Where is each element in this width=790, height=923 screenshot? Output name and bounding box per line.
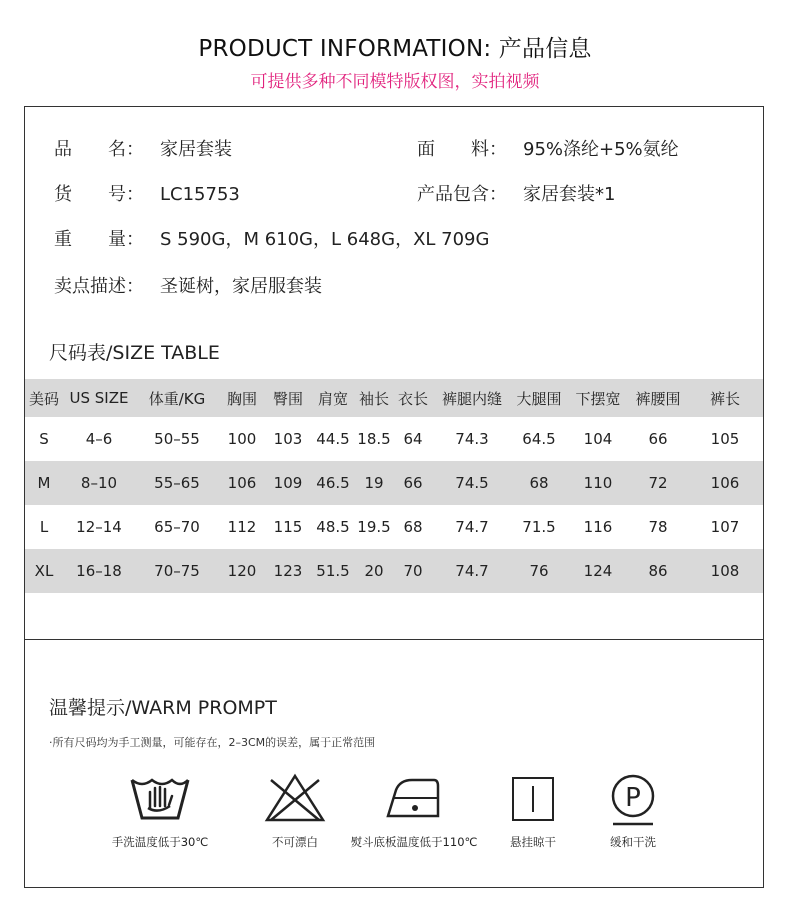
table-cell: 65–70: [154, 518, 200, 536]
table-row: [25, 461, 763, 505]
care-label: 缓和干洗: [610, 835, 656, 849]
table-cell: 104: [583, 430, 613, 448]
table-cell: 68: [511, 461, 567, 505]
care-label: 悬挂晾干: [510, 835, 556, 849]
sku-label: 货 号：: [54, 184, 144, 205]
table-cell: 66: [648, 430, 668, 448]
table-cell: 78: [648, 518, 668, 536]
care-item-no-bleach: [230, 772, 360, 850]
table-cell: L: [39, 518, 49, 536]
table-cell: 71.5: [522, 518, 556, 536]
table-cell: 123: [265, 549, 311, 593]
table-cell: 55–65: [135, 461, 219, 505]
name-label: 品 名：: [54, 139, 144, 160]
table-cell: 107: [710, 518, 740, 536]
table-cell: 46.5: [311, 461, 355, 505]
table-cell: 74.3: [455, 430, 489, 448]
info-row-fabric: [417, 138, 757, 162]
table-cell: 108: [687, 549, 763, 593]
sku-value: LC15753: [160, 184, 240, 205]
table-cell: 74.5: [433, 461, 511, 505]
care-label: 不可漂白: [272, 835, 318, 849]
table-cell: 116: [583, 518, 613, 536]
table-cell: 106: [219, 461, 265, 505]
col-header: 肩宽: [311, 379, 355, 417]
info-row-selling: [54, 275, 734, 299]
table-cell: 48.5: [316, 518, 350, 536]
care-label: 手洗温度低于30℃: [111, 835, 209, 849]
page-title: PRODUCT INFORMATION: 产品信息: [198, 36, 592, 62]
table-cell: 112: [227, 518, 257, 536]
table-cell: S: [39, 430, 49, 448]
table-cell: 120: [219, 549, 265, 593]
table-cell: 72: [629, 461, 687, 505]
table-cell: XL: [25, 549, 63, 593]
includes-label: 产品包含：: [417, 184, 507, 205]
col-header: 下摆宽: [567, 379, 629, 417]
care-item-iron: [349, 772, 479, 850]
table-cell: M: [25, 461, 63, 505]
selling-value: 圣诞树，家居服套装: [160, 276, 322, 297]
table-cell: 64: [403, 430, 423, 448]
col-header: 裤腰围: [629, 379, 687, 417]
table-cell: 109: [265, 461, 311, 505]
table-cell: 19: [355, 461, 393, 505]
size-table-header-row: [25, 379, 763, 417]
col-header: 裤长: [687, 379, 763, 417]
table-cell: 66: [393, 461, 433, 505]
table-cell: 51.5: [311, 549, 355, 593]
weight-value: S 590G，M 610G，L 648G，XL 709G: [160, 229, 490, 250]
col-header: 胸围: [219, 379, 265, 417]
table-cell: 124: [567, 549, 629, 593]
table-cell: 16–18: [63, 549, 135, 593]
table-cell: 105: [710, 430, 740, 448]
col-header: 袖长: [355, 379, 393, 417]
dry-clean-p-icon: [601, 772, 665, 828]
table-cell: 12–14: [76, 518, 122, 536]
line-dry-icon: [501, 772, 565, 824]
care-label: 熨斗底板温度低于110℃: [350, 835, 478, 849]
name-value: 家居套装: [160, 139, 232, 160]
col-header: 体重/KG: [135, 379, 219, 417]
table-cell: 19.5: [357, 518, 391, 536]
col-header: 臀围: [265, 379, 311, 417]
table-cell: 74.7: [455, 518, 489, 536]
table-cell: 86: [629, 549, 687, 593]
page-subtitle: 可提供多种不同模特版权图，实拍视频: [250, 72, 540, 92]
table-cell: 4–6: [85, 430, 113, 448]
care-item-hand-wash: [95, 772, 225, 850]
no-bleach-icon: [263, 772, 327, 824]
selling-label: 卖点描述：: [54, 276, 144, 297]
table-cell: 50–55: [154, 430, 200, 448]
table-cell: 64.5: [522, 430, 556, 448]
size-table: [25, 379, 763, 593]
iron-low-icon: [382, 772, 446, 824]
info-row-weight: [54, 228, 734, 252]
table-cell: 44.5: [316, 430, 350, 448]
table-cell: 100: [227, 430, 257, 448]
table-cell: 74.7: [433, 549, 511, 593]
col-header: US SIZE: [63, 379, 135, 417]
care-item-dry-clean: [568, 772, 698, 850]
hand-wash-icon: [128, 772, 192, 824]
section-divider: [25, 639, 763, 640]
table-cell: 18.5: [357, 430, 391, 448]
fabric-value: 95%涤纶+5%氨纶: [523, 139, 679, 160]
table-row: [25, 417, 763, 461]
table-cell: 106: [687, 461, 763, 505]
weight-label: 重 量：: [54, 229, 144, 250]
col-header: 衣长: [393, 379, 433, 417]
size-table-title: 尺码表/SIZE TABLE: [49, 342, 220, 364]
table-cell: 70–75: [135, 549, 219, 593]
measurement-note: ·所有尺码均为手工测量，可能存在，2–3CM的误差，属于正常范围: [49, 736, 376, 749]
warm-prompt-title: 温馨提示/WARM PROMPT: [49, 697, 277, 719]
includes-value: 家居套装*1: [523, 184, 616, 205]
product-info-panel: [24, 106, 764, 888]
col-header: 裤腿内缝: [433, 379, 511, 417]
info-row-includes: [417, 183, 757, 207]
fabric-label: 面 料：: [417, 139, 507, 160]
svg-text:P: P: [625, 783, 641, 813]
table-cell: 20: [355, 549, 393, 593]
table-cell: 103: [273, 430, 303, 448]
table-row: [25, 505, 763, 549]
table-row: [25, 549, 763, 593]
table-cell: 68: [403, 518, 423, 536]
table-cell: 76: [511, 549, 567, 593]
table-cell: 115: [273, 518, 303, 536]
table-cell: 70: [393, 549, 433, 593]
table-cell: 110: [567, 461, 629, 505]
info-row-name: [54, 138, 414, 162]
col-header: 大腿围: [511, 379, 567, 417]
col-header: 美码: [25, 379, 63, 417]
table-cell: 8–10: [63, 461, 135, 505]
info-row-sku: [54, 183, 414, 207]
